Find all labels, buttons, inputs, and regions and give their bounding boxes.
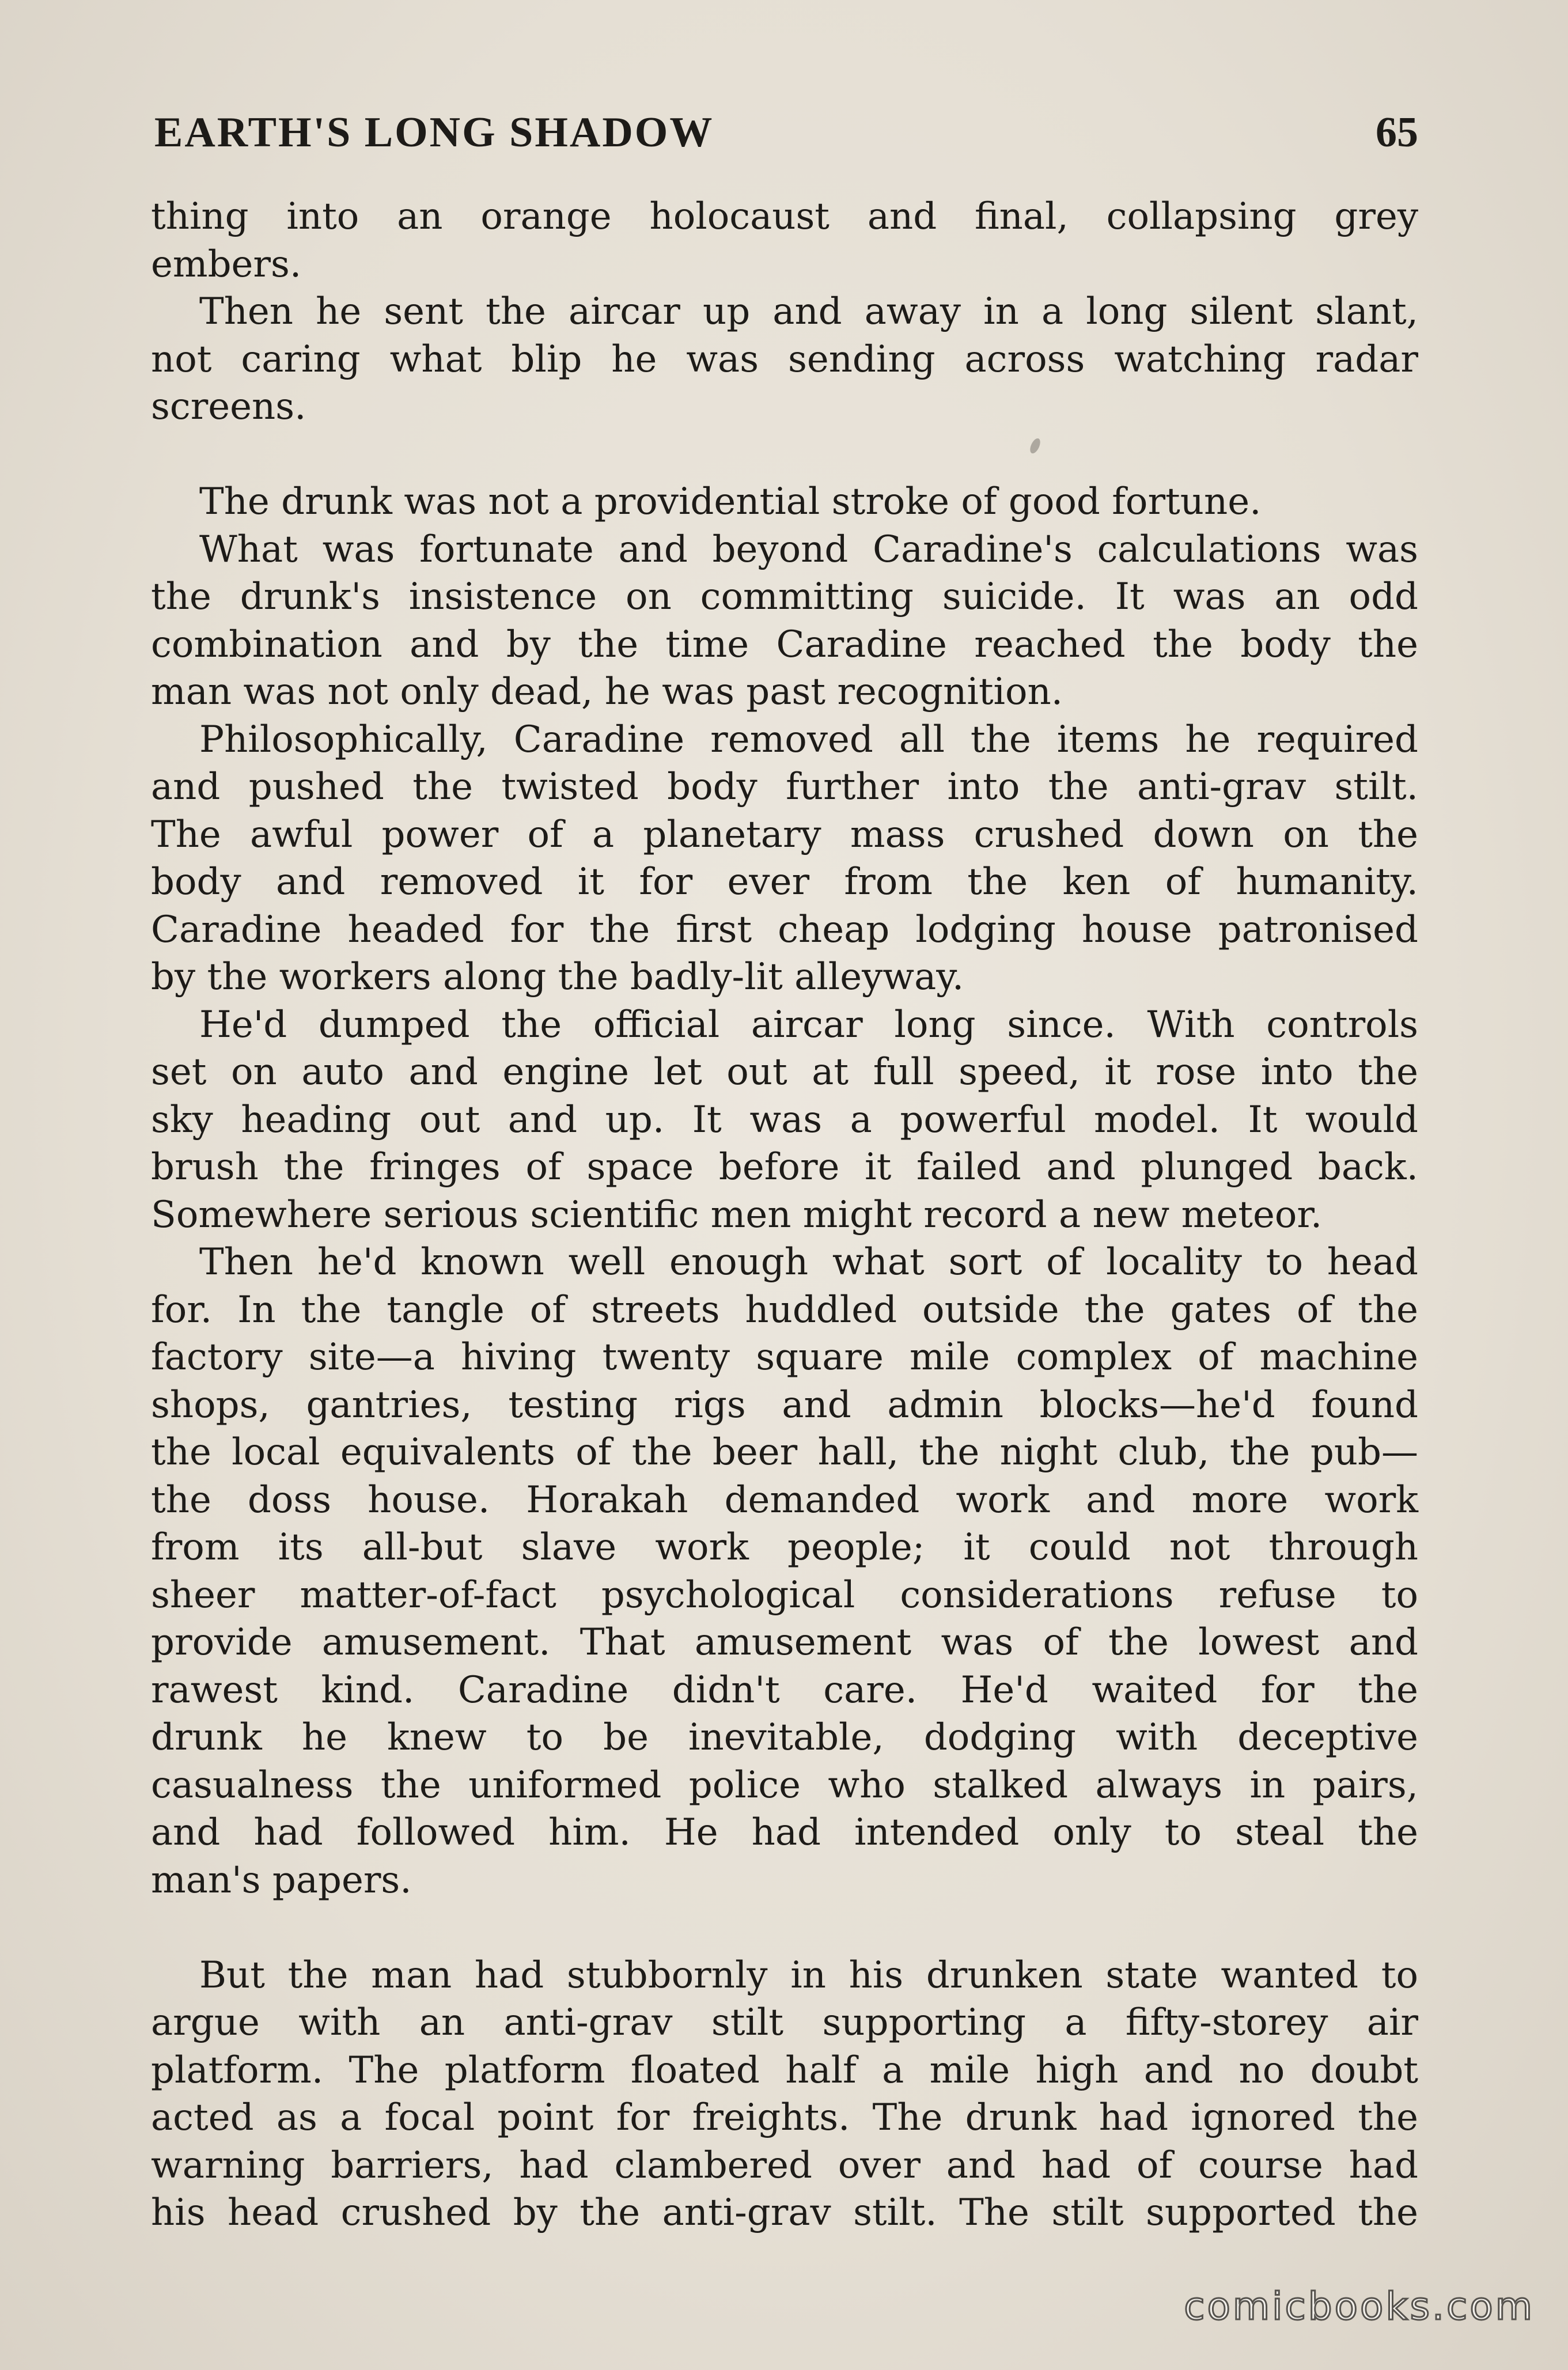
text-line: What was fortunate and beyond Caradine's calculations was — [199, 528, 1418, 571]
text-line: acted as a focal point for freights. The drunk had ignored the — [151, 2096, 1418, 2139]
text-line: The drunk was not a providential stroke of good fortune. — [199, 480, 1262, 523]
text-line: But the man had stubbornly in his drunken state wanted to — [199, 1953, 1418, 1997]
text-line: Caradine headed for the first cheap lodging house patronised — [151, 908, 1418, 951]
text-line: embers. — [151, 243, 302, 286]
watermark: comicbooks.com — [1184, 2284, 1535, 2329]
text-line: provide amusement. That amusement was of the lowest and — [151, 1621, 1418, 1664]
text-line: and had followed him. He had intended only to steal the — [151, 1811, 1418, 1854]
text-line: his head crushed by the anti-grav stilt. The stilt supported the — [151, 2191, 1418, 2234]
text-line: thing into an orange holocaust and final, collapsing grey — [151, 195, 1418, 238]
text-line: Somewhere serious scientific men might record a new meteor. — [151, 1193, 1323, 1236]
text-line: Then he sent the aircar up and away in a long silent slant, — [199, 290, 1418, 333]
body-text — [151, 193, 1418, 2237]
text-line: from its all-but slave work people; it could not through — [151, 1526, 1418, 1569]
text-line: set on auto and engine let out at full speed, it rose into the — [151, 1051, 1418, 1093]
text-line: man was not only dead, he was past recognition. — [151, 671, 1063, 713]
text-line: argue with an anti-grav stilt supporting a fifty-storey air — [151, 2001, 1418, 2044]
text-line: sheer matter-of-fact psychological considerations refuse to — [151, 1573, 1418, 1616]
text-line: shops, gantries, testing rigs and admin blocks—he'd found — [151, 1383, 1418, 1426]
text-line: the drunk's insistence on committing suicide. It was an odd — [151, 576, 1418, 618]
text-line: and pushed the twisted body further into the anti-grav stilt. — [151, 766, 1418, 808]
text-line: man's papers. — [151, 1858, 412, 1902]
text-line: casualness the uniformed police who stalked always in pairs, — [151, 1763, 1418, 1807]
text-line: The awful power of a planetary mass crushed down on the — [151, 813, 1418, 856]
text-line: brush the fringes of space before it failed and plunged back. — [151, 1146, 1418, 1188]
section-break — [151, 431, 1418, 479]
text-line: warning barriers, had clambered over and had of course had — [151, 2144, 1418, 2187]
text-line: factory site—a hiving twenty square mile complex of machine — [151, 1336, 1418, 1379]
text-line: screens. — [151, 385, 306, 428]
text-line: sky heading out and up. It was a powerful model. It would — [151, 1098, 1418, 1141]
text-line: by the workers along the badly-lit alleyway. — [151, 956, 964, 998]
text-line: combination and by the time Caradine reached the body the — [151, 623, 1418, 666]
text-line: Philosophically, Caradine removed all the items he required — [199, 718, 1418, 761]
text-line: the local equivalents of the beer hall, the night club, the pub— — [151, 1431, 1418, 1474]
text-line: body and removed it for ever from the ken of humanity. — [151, 861, 1418, 903]
running-title: EARTH'S LONG SHADOW — [154, 109, 714, 156]
section-break — [151, 1904, 1418, 1952]
text-line: drunk he knew to be inevitable, dodging with deceptive — [151, 1716, 1418, 1759]
text-line: not caring what blip he was sending across watching radar — [151, 338, 1418, 381]
page-header — [154, 101, 1418, 170]
text-line: rawest kind. Caradine didn't care. He'd waited for the — [151, 1668, 1418, 1712]
page-number: 65 — [1376, 109, 1418, 156]
text-line: He'd dumped the official aircar long since. With controls — [199, 1003, 1418, 1046]
text-line: for. In the tangle of streets huddled outside the gates of the — [151, 1288, 1418, 1331]
text-line: Then he'd known well enough what sort of locality to head — [199, 1241, 1418, 1284]
text-line: platform. The platform floated half a mile high and no doubt — [151, 2049, 1418, 2092]
text-line: the doss house. Horakah demanded work and more work — [151, 1478, 1418, 1521]
